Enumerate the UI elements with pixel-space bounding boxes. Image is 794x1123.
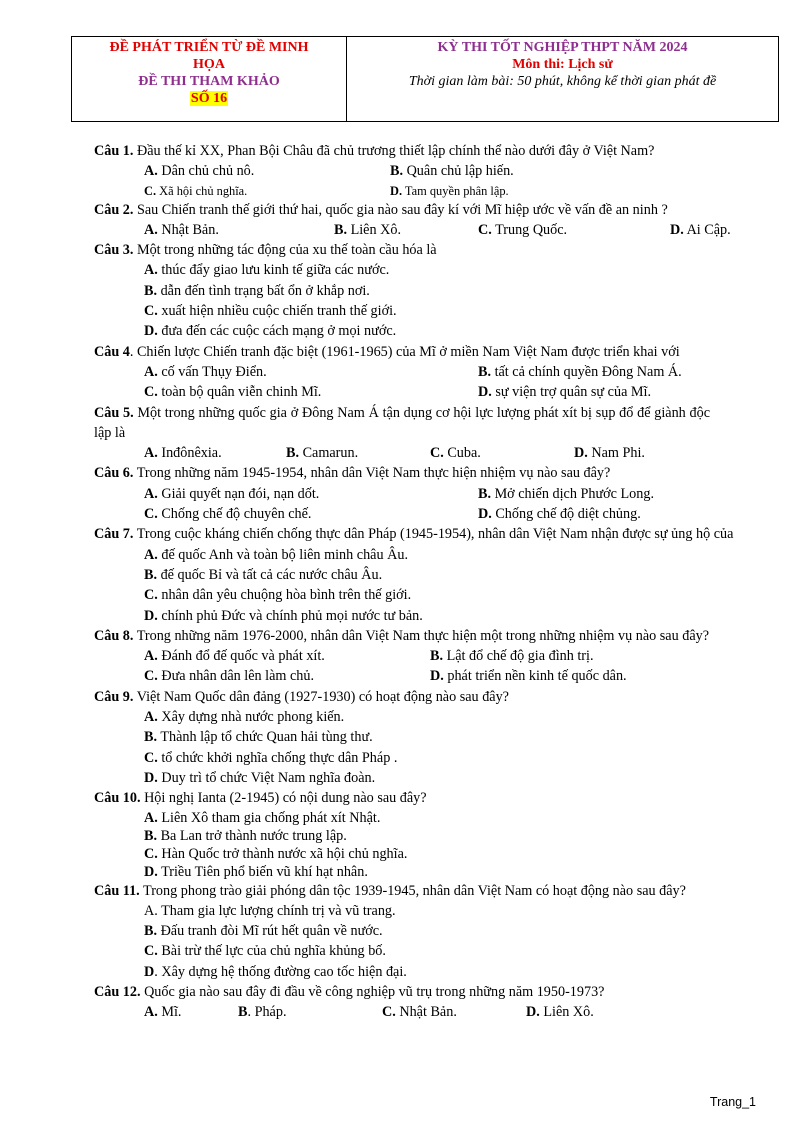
header-left-line-2: HỌA: [193, 57, 225, 72]
question-list: [94, 141, 756, 1023]
exam-title: KỲ THI TỐT NGHIỆP THPT NĂM 2024: [437, 40, 688, 55]
option-d[interactable]: D. Liên Xô.: [526, 1004, 594, 1021]
option-b[interactable]: B. tất cả chính quyền Đông Nam Á.: [478, 363, 682, 380]
question-number: Câu 1.: [94, 143, 134, 159]
exam-header: [71, 36, 779, 122]
question-9: Câu 9. Việt Nam Quốc dân đảng (1927-1930) có hoạt động nào sau đây?: [94, 688, 509, 705]
option-d[interactable]: D. Triều Tiên phổ biến vũ khí hạt nhân.: [144, 863, 368, 880]
question-2: Câu 2. Sau Chiến tranh thế giới thứ hai, quốc gia nào sau đây kí với Mĩ hiệp ước về vấn đề an ninh ?: [94, 201, 668, 218]
option-c[interactable]: C. Chống chế độ chuyên chế.: [144, 506, 312, 523]
option-d[interactable]: D. Duy trì tổ chức Việt Nam nghĩa đoàn.: [144, 769, 376, 786]
option-a[interactable]: A. thúc đẩy giao lưu kinh tế giữa các nước.: [144, 262, 390, 279]
option-a[interactable]: A. Xây dựng nhà nước phong kiến.: [144, 709, 345, 726]
header-left-cell: [72, 37, 347, 122]
exam-subject: Môn thi: Lịch sử: [512, 57, 613, 72]
option-d[interactable]: D. Tam quyền phân lập.: [390, 183, 509, 198]
question-5: Câu 5. Một trong những quốc gia ở Đông Nam Á tận dụng cơ hội lực lượng phát xít bị sụp đổ để giành độc lập là: [94, 404, 711, 441]
option-b[interactable]: B. Quân chủ lập hiến.: [390, 163, 514, 180]
option-c[interactable]: C. Trung Quốc.: [478, 221, 568, 238]
exam-number-badge: SỐ 16: [190, 91, 228, 106]
question-3: Câu 3. Một trong những tác động của xu thế toàn cầu hóa là: [94, 242, 437, 259]
option-a[interactable]: A. Đánh đổ đế quốc và phát xít.: [144, 648, 325, 665]
question-1: [94, 141, 756, 161]
option-c[interactable]: C. Cuba.: [430, 445, 481, 462]
option-d[interactable]: D. Xây dựng hệ thống đường cao tốc hiện đại.: [144, 963, 407, 980]
option-a[interactable]: A. cố vấn Thụy Điển.: [144, 363, 267, 380]
option-d[interactable]: D. sự viện trợ quân sự của Mĩ.: [478, 384, 652, 401]
option-b[interactable]: B. Ba Lan trở thành nước trung lập.: [144, 827, 347, 844]
option-a[interactable]: A. Tham gia lực lượng chính trị và vũ trang.: [144, 902, 396, 919]
option-b[interactable]: B. Pháp.: [238, 1004, 287, 1021]
option-d[interactable]: D. Nam Phi.: [574, 445, 645, 462]
option-a[interactable]: A. Dân chủ chủ nô.: [144, 163, 255, 180]
option-c[interactable]: C. toàn bộ quân viễn chinh Mĩ.: [144, 384, 322, 401]
option-a[interactable]: A. Giải quyết nạn đói, nạn dốt.: [144, 485, 320, 502]
option-a[interactable]: A. đế quốc Anh và toàn bộ liên minh châu Âu.: [144, 546, 408, 563]
option-c[interactable]: C. Hàn Quốc trở thành nước xã hội chủ nghĩa.: [144, 845, 408, 862]
option-a[interactable]: A. Nhật Bản.: [144, 221, 219, 238]
question-8: Câu 8. Trong những năm 1976-2000, nhân dân Việt Nam thực hiện một trong những nhiệm vụ nào sau đây?: [94, 627, 710, 644]
option-b[interactable]: B. đế quốc Bỉ và tất cả các nước châu Âu.: [144, 566, 383, 583]
option-a[interactable]: A. Liên Xô tham gia chống phát xít Nhật.: [144, 809, 381, 826]
header-right-cell: [347, 37, 779, 122]
option-c[interactable]: C. Đưa nhân dân lên làm chủ.: [144, 668, 315, 685]
question-text: Đầu thế kỉ XX, Phan Bội Châu đã chủ trương thiết lập chính thể nào dưới đây ở Việt Nam?: [136, 143, 655, 159]
option-b[interactable]: B. Camarun.: [286, 445, 359, 462]
question-4: Câu 4. Chiến lược Chiến tranh đặc biệt (1961-1965) của Mĩ ở miền Nam Việt Nam được triển khai với: [94, 343, 680, 360]
question-12: Câu 12. Quốc gia nào sau đây đi đầu về công nghiệp vũ trụ trong những năm 1950-1973?: [94, 983, 605, 1000]
option-d[interactable]: D. Ai Cập.: [670, 221, 731, 238]
option-d[interactable]: D. phát triển nền kinh tế quốc dân.: [430, 668, 627, 685]
option-b[interactable]: B. dẫn đến tình trạng bất ổn ở khắp nơi.: [144, 282, 370, 299]
header-left-line-3: ĐỀ THI THAM KHẢO: [138, 74, 280, 89]
header-left-line-1: ĐỀ PHÁT TRIỂN TỪ ĐỀ MINH: [109, 40, 309, 55]
option-b[interactable]: B. Đấu tranh đòi Mĩ rút hết quân về nước.: [144, 923, 383, 940]
option-b[interactable]: B. Mở chiến dịch Phước Long.: [478, 485, 654, 502]
option-c[interactable]: C. Bài trừ thế lực của chủ nghĩa khủng bố.: [144, 943, 386, 960]
option-c[interactable]: C. Xã hội chủ nghĩa.: [144, 183, 248, 198]
option-d[interactable]: D. Chống chế độ diệt chủng.: [478, 506, 641, 523]
option-c[interactable]: C. Nhật Bản.: [382, 1004, 457, 1021]
question-7: Câu 7. Trong cuộc kháng chiến chống thực dân Pháp (1945-1954), nhân dân Việt Nam nhận được sự ủng hộ của: [94, 526, 734, 543]
question-10: Câu 10. Hội nghị Ianta (2-1945) có nội dung nào sau đây?: [94, 790, 427, 807]
option-b[interactable]: B. Lật đổ chế độ gia đình trị.: [430, 648, 594, 665]
page-number: Trang_1: [709, 1095, 756, 1109]
option-a[interactable]: A. Inđônêxia.: [144, 445, 222, 462]
question-11: Câu 11. Trong phong trào giải phóng dân tộc 1939-1945, nhân dân Việt Nam có hoạt động nào sau đây?: [94, 882, 686, 899]
option-c[interactable]: C. tổ chức khởi nghĩa chống thực dân Pháp .: [144, 749, 398, 766]
option-d[interactable]: D. đưa đến các cuộc cách mạng ở mọi nước.: [144, 323, 397, 340]
option-d[interactable]: D. chính phủ Đức và chính phủ mọi nước tư bản.: [144, 607, 423, 624]
option-a[interactable]: A. Mĩ.: [144, 1004, 182, 1021]
option-b[interactable]: B. Liên Xô.: [334, 221, 401, 238]
option-b[interactable]: B. Thành lập tổ chức Quan hải tùng thư.: [144, 729, 373, 746]
question-6: Câu 6. Trong những năm 1945-1954, nhân dân Việt Nam thực hiện nhiệm vụ nào sau đây?: [94, 465, 611, 482]
option-c[interactable]: C. nhân dân yêu chuộng hòa bình trên thế giới.: [144, 587, 412, 604]
exam-time: Thời gian làm bài: 50 phút, không kể thời gian phát đề: [408, 74, 717, 89]
option-c[interactable]: C. xuất hiện nhiều cuộc chiến tranh thế giới.: [144, 303, 397, 320]
